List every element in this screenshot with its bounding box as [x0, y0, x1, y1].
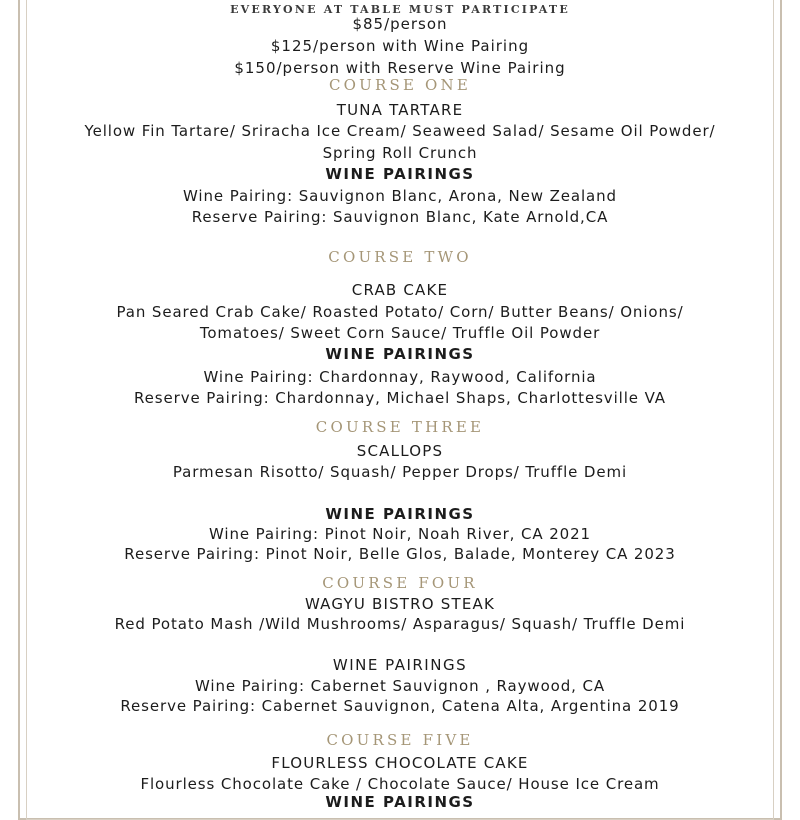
course-three-dish: SCALLOPS: [356, 442, 444, 460]
course-two-description-line: Tomatoes/ Sweet Corn Sauce/ Truffle Oil Powder: [199, 324, 601, 342]
course-one-wine-heading: WINE PAIRINGS: [325, 165, 475, 183]
course-two-wine-pairing: Wine Pairing: Chardonnay, Raywood, California: [203, 368, 597, 386]
course-five-description-line: Flourless Chocolate Cake / Chocolate Sauce/ House Ice Cream: [140, 775, 660, 793]
course-three-reserve-pairing: Reserve Pairing: Pinot Noir, Belle Glos, Balade, Monterey CA 2023: [124, 545, 676, 563]
course-four-description-line: Red Potato Mash /Wild Mushrooms/ Asparagus/ Squash/ Truffle Demi: [114, 615, 686, 633]
price-reserve-pairing: $150/person with Reserve Wine Pairing: [234, 59, 566, 77]
course-three-label: COURSE THREE: [315, 418, 485, 436]
course-two-reserve-pairing: Reserve Pairing: Chardonnay, Michael Shaps, Charlottesville VA: [134, 389, 666, 407]
course-one-description-line: Yellow Fin Tartare/ Sriracha Ice Cream/ Seaweed Salad/ Sesame Oil Powder/: [84, 122, 716, 140]
course-four-label: COURSE FOUR: [322, 574, 478, 592]
course-three-wine-heading: WINE PAIRINGS: [325, 505, 475, 523]
price-wine-pairing: $125/person with Wine Pairing: [270, 37, 530, 55]
price-base: $85/person: [352, 15, 448, 33]
course-one-description-line: Spring Roll Crunch: [322, 144, 478, 162]
course-two-wine-heading: WINE PAIRINGS: [325, 345, 475, 363]
course-two-label: COURSE TWO: [328, 248, 472, 266]
course-one-label: COURSE ONE: [328, 76, 472, 94]
course-four-wine-pairing: Wine Pairing: Cabernet Sauvignon , Raywood, CA: [194, 677, 606, 695]
course-one-reserve-pairing: Reserve Pairing: Sauvignon Blanc, Kate Arnold,CA: [191, 208, 609, 226]
course-three-description-line: Parmesan Risotto/ Squash/ Pepper Drops/ Truffle Demi: [172, 463, 628, 481]
course-five-dish: FLOURLESS CHOCOLATE CAKE: [271, 754, 529, 772]
course-four-dish: WAGYU BISTRO STEAK: [304, 595, 496, 613]
course-four-wine-heading: WINE PAIRINGS: [332, 656, 468, 674]
course-five-label: COURSE FIVE: [326, 731, 474, 749]
course-one-dish: TUNA TARTARE: [336, 101, 464, 119]
course-two-dish: CRAB CAKE: [351, 281, 449, 299]
course-five-wine-heading: WINE PAIRINGS: [325, 793, 475, 811]
course-three-wine-pairing: Wine Pairing: Pinot Noir, Noah River, CA 2021: [208, 525, 591, 543]
participation-notice: EVERYONE AT TABLE MUST PARTICIPATE: [230, 3, 570, 16]
course-four-reserve-pairing: Reserve Pairing: Cabernet Sauvignon, Catena Alta, Argentina 2019: [120, 697, 680, 715]
course-one-wine-pairing: Wine Pairing: Sauvignon Blanc, Arona, New Zealand: [183, 187, 617, 205]
course-two-description-line: Pan Seared Crab Cake/ Roasted Potato/ Corn/ Butter Beans/ Onions/: [116, 303, 684, 321]
